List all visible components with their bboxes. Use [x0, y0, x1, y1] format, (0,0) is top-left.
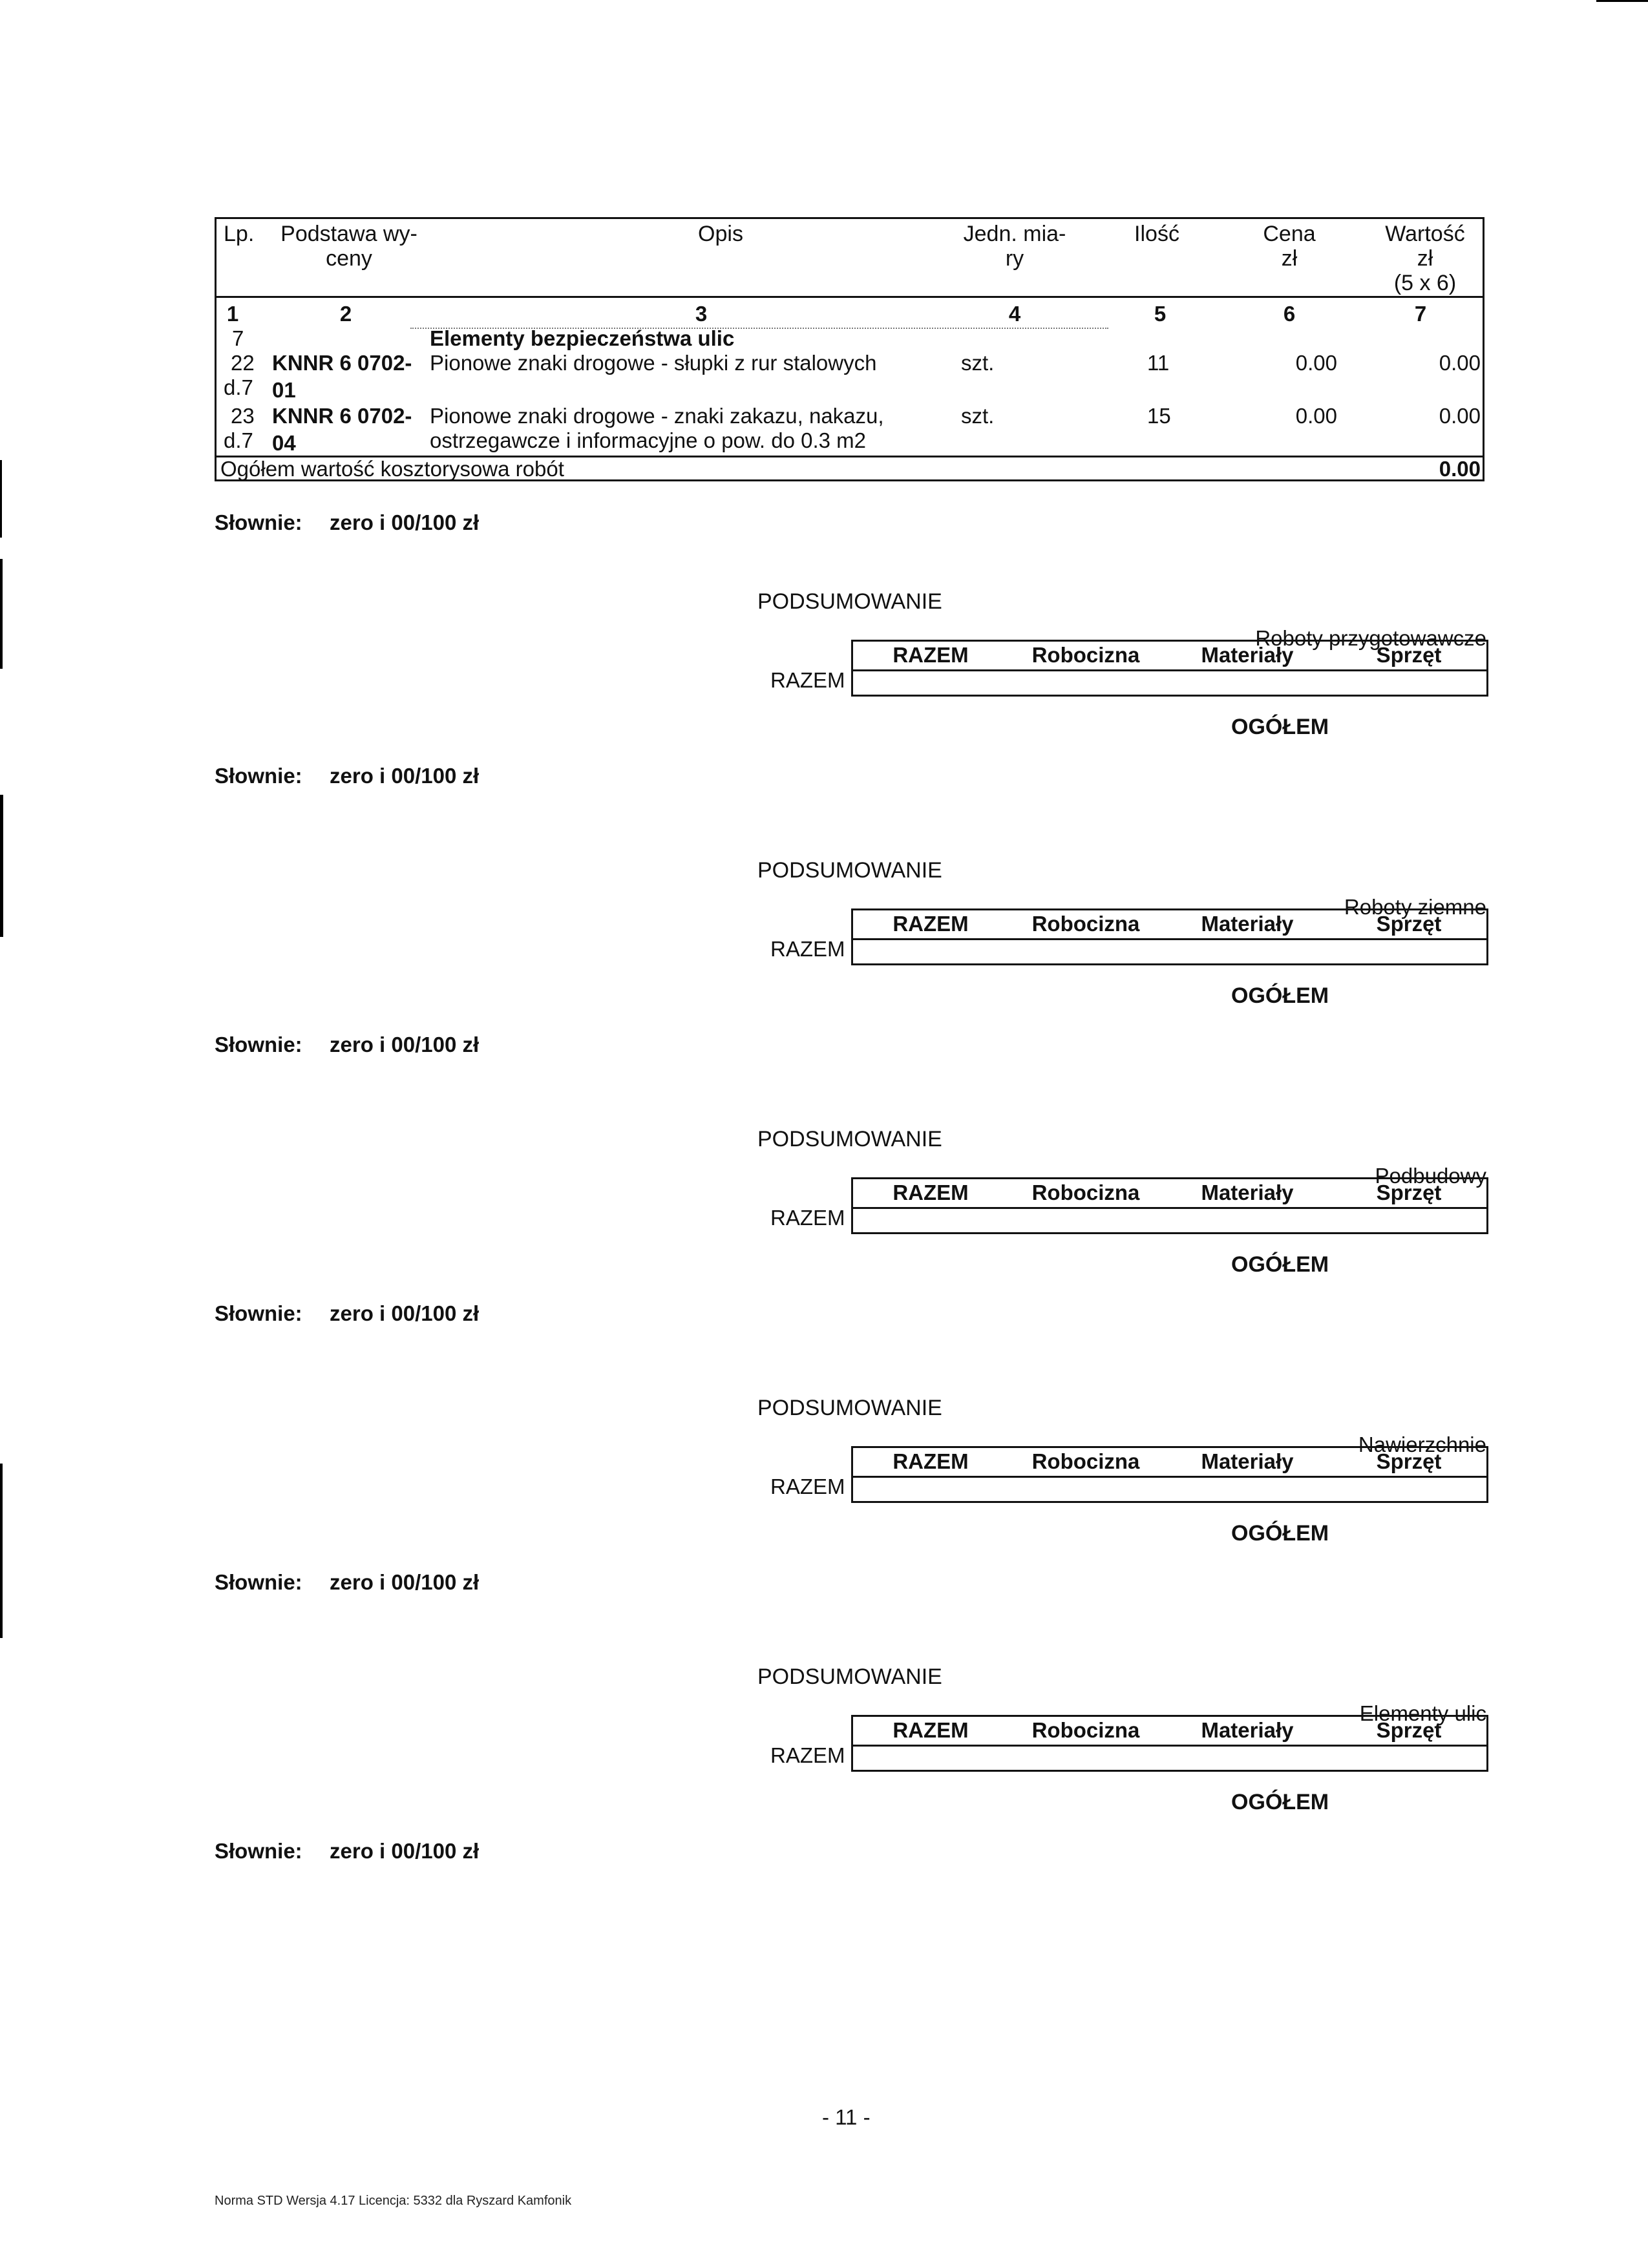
row-wartosc: 0.00 [1439, 404, 1481, 428]
summary-col-sprzet: Sprzęt [1376, 912, 1442, 936]
summary-col-robocizna: Robocizna [1031, 1449, 1140, 1473]
page-number: - 11 - [822, 2105, 871, 2129]
slownie-value: zero i 00/100 zł [330, 1033, 480, 1056]
row-lp-sub: d.7 [224, 428, 253, 452]
row-jm: szt. [961, 404, 995, 428]
slownie-label: Słownie: [215, 1301, 302, 1325]
column-number-6: 6 [1283, 302, 1296, 326]
summary-table-divider [853, 1745, 1486, 1747]
summary-subtitle: Podbudowy [1375, 1164, 1486, 1188]
summary-col-sprzet: Sprzęt [1376, 1718, 1442, 1742]
slownie-label: Słownie: [215, 1839, 302, 1863]
summary-row-label: RAZEM [770, 668, 845, 692]
header-divider [217, 296, 1483, 298]
summary-col-robocizna: Robocizna [1031, 1718, 1140, 1742]
column-number-1: 1 [226, 302, 239, 326]
summary-col-materialy: Materiały [1201, 643, 1294, 667]
summary-col-sprzet: Sprzęt [1376, 643, 1442, 667]
header-lp: Lp. [224, 222, 255, 246]
summary-col-razem: RAZEM [893, 1449, 969, 1473]
row-podstawa-cont: 01 [272, 378, 296, 402]
summary-table [851, 1177, 1488, 1234]
summary-table-divider [853, 669, 1486, 671]
row-lp: 23 [231, 404, 255, 428]
row-ilosc: 15 [1147, 404, 1171, 428]
header-ilosc: Ilość [1134, 222, 1179, 246]
header-cena-line1: Cena [1263, 222, 1316, 246]
summary-table [851, 640, 1488, 697]
summary-row-label: RAZEM [770, 937, 845, 961]
summary-title: PODSUMOWANIE [757, 1396, 942, 1420]
slownie-value: zero i 00/100 zł [330, 1301, 480, 1325]
summary-col-materialy: Materiały [1201, 1181, 1294, 1204]
total-value: 0.00 [1439, 457, 1481, 481]
summary-title: PODSUMOWANIE [757, 589, 942, 614]
row-jm: szt. [961, 351, 995, 375]
row-podstawa: KNNR 6 0702- [272, 404, 412, 428]
summary-table-divider [853, 938, 1486, 940]
slownie-value: zero i 00/100 zł [330, 510, 480, 534]
summary-table [851, 908, 1488, 965]
scan-edge-mark-left-4 [0, 1464, 3, 1638]
summary-total-label: OGÓŁEM [1231, 1521, 1329, 1546]
row-opis: Pionowe znaki drogowe - znaki zakazu, nakazu, [430, 404, 884, 428]
summary-row-label: RAZEM [770, 1206, 845, 1230]
row-ilosc: 11 [1147, 351, 1170, 375]
summary-col-robocizna: Robocizna [1031, 1181, 1140, 1204]
row-podstawa: KNNR 6 0702- [272, 351, 412, 375]
cost-estimate-table [215, 217, 1484, 481]
section-lp: 7 [232, 326, 244, 350]
summary-title: PODSUMOWANIE [757, 858, 942, 883]
row-cena: 0.00 [1295, 404, 1337, 428]
header-wartosc-line3: (5 x 6) [1393, 271, 1457, 295]
row-opis: Pionowe znaki drogowe - słupki z rur stalowych [430, 351, 877, 375]
summary-table-divider [853, 1207, 1486, 1209]
slownie-label: Słownie: [215, 510, 302, 534]
summary-row-label: RAZEM [770, 1475, 845, 1498]
summary-col-razem: RAZEM [893, 912, 969, 936]
row-lp: 22 [231, 351, 255, 375]
summary-col-robocizna: Robocizna [1031, 643, 1140, 667]
header-jedn-line1: Jedn. mia- [963, 222, 1066, 246]
header-wartosc-line1: Wartość [1385, 222, 1465, 246]
summary-col-razem: RAZEM [893, 643, 969, 667]
row-wartosc: 0.00 [1439, 351, 1481, 375]
summary-col-razem: RAZEM [893, 1181, 969, 1204]
column-number-2: 2 [339, 302, 352, 326]
summary-table [851, 1446, 1488, 1503]
section-title: Elementy bezpieczeństwa ulic [430, 326, 735, 350]
summary-subtitle: Elementy ulic [1359, 1701, 1486, 1725]
slownie-label: Słownie: [215, 1033, 302, 1056]
header-podstawa-line1: Podstawa wy- [280, 222, 417, 246]
slownie-value: zero i 00/100 zł [330, 1839, 480, 1863]
summary-col-razem: RAZEM [893, 1718, 969, 1742]
summary-col-sprzet: Sprzęt [1376, 1181, 1442, 1204]
row-lp-sub: d.7 [224, 375, 253, 399]
summary-total-label: OGÓŁEM [1231, 715, 1329, 739]
summary-table [851, 1715, 1488, 1772]
slownie-value: zero i 00/100 zł [330, 1570, 480, 1594]
slownie-value: zero i 00/100 zł [330, 764, 480, 788]
column-number-7: 7 [1414, 302, 1427, 326]
header-jedn-line2: ry [1005, 246, 1024, 271]
column-number-3: 3 [695, 302, 708, 326]
summary-col-materialy: Materiały [1201, 912, 1294, 936]
row-cena: 0.00 [1295, 351, 1337, 375]
scan-edge-mark-left-3 [0, 795, 3, 937]
header-opis: Opis [698, 222, 743, 246]
summary-total-label: OGÓŁEM [1231, 1790, 1329, 1814]
summary-subtitle: Nawierzchnie [1358, 1433, 1486, 1456]
slownie-label: Słownie: [215, 764, 302, 788]
total-label: Ogółem wartość kosztorysowa robót [220, 457, 564, 481]
header-cena-line2: zł [1281, 246, 1298, 271]
column-number-4: 4 [1008, 302, 1021, 326]
scan-edge-mark-top [1596, 0, 1648, 2]
scan-edge-mark-left-1 [0, 460, 2, 538]
header-wartosc-line2: zł [1417, 246, 1433, 271]
software-license-footer: Norma STD Wersja 4.17 Licencja: 5332 dla Ryszard Kamfonik [215, 2194, 572, 2208]
column-number-5: 5 [1154, 302, 1167, 326]
row-podstawa-cont: 04 [272, 431, 296, 455]
header-podstawa-line2: ceny [326, 246, 372, 271]
summary-title: PODSUMOWANIE [757, 1664, 942, 1689]
summary-table-divider [853, 1476, 1486, 1478]
summary-col-robocizna: Robocizna [1031, 912, 1140, 936]
summary-col-sprzet: Sprzęt [1376, 1449, 1442, 1473]
slownie-label: Słownie: [215, 1570, 302, 1594]
summary-col-materialy: Materiały [1201, 1718, 1294, 1742]
summary-subtitle: Roboty przygotowawcze [1255, 626, 1486, 650]
summary-total-label: OGÓŁEM [1231, 983, 1329, 1008]
summary-total-label: OGÓŁEM [1231, 1252, 1329, 1277]
row-opis-cont: ostrzegawcze i informacyjne o pow. do 0.3 m2 [430, 428, 867, 452]
summary-subtitle: Roboty ziemne [1344, 895, 1486, 919]
summary-title: PODSUMOWANIE [757, 1127, 942, 1151]
summary-row-label: RAZEM [770, 1743, 845, 1767]
scan-edge-mark-left-2 [0, 559, 3, 669]
summary-col-materialy: Materiały [1201, 1449, 1294, 1473]
